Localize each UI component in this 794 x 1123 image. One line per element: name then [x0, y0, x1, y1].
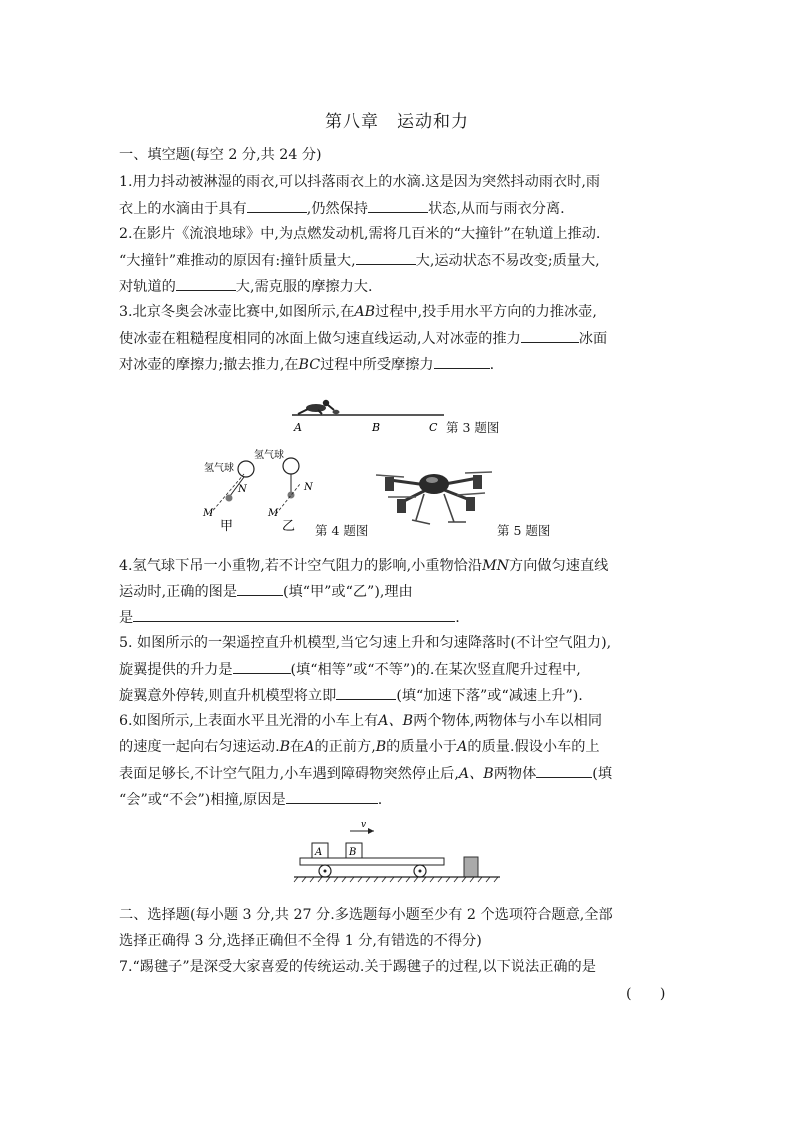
balloon-icon: [238, 461, 254, 477]
q5-line1: 5. 如图所示的一架遥控直升机模型,当它匀速上升和匀速降落时(不计空气阻力),: [119, 635, 612, 651]
answer-blank[interactable]: [536, 763, 592, 778]
cart-body: [300, 858, 444, 865]
block-a-label: A: [315, 847, 323, 858]
q4-line1: 4.氢气球下吊一小重物,若不计空气阻力的影响,小重物恰沿MN方向做匀速直线: [119, 558, 609, 574]
q1-line2: 衣上的水滴由于具有 ,仍然保持 状态,从而与雨衣分离.: [119, 198, 565, 219]
line-label-n: N: [238, 484, 247, 495]
block-b-label: B: [349, 847, 357, 858]
velocity-label: v: [361, 820, 367, 830]
q7-answer-parens[interactable]: ( ): [626, 986, 666, 1002]
q5-line3: 旋翼意外停转,则直升机模型将立即 (填“加速下落”或“减速上升”).: [119, 685, 583, 706]
balloon-diagram-jia: [202, 461, 254, 534]
answer-blank[interactable]: [176, 276, 236, 291]
q5-line2: 旋翼提供的升力是 (填“相等”或“不等”)的.在某次竖直爬升过程中,: [119, 659, 581, 680]
figure3-caption: 第 3 题图: [446, 420, 500, 435]
page-title: 第八章 运动和力: [325, 112, 469, 132]
line-label-m: M: [268, 508, 279, 519]
q3-line1: 3.北京冬奥会冰壶比赛中,如图所示,在AB过程中,投手用水平方向的力推冰壶,: [119, 304, 597, 320]
figure5-caption: 第 5 题图: [497, 523, 551, 538]
point-label-b: B: [372, 421, 381, 434]
q3-line2: 使冰壶在粗糙程度相同的冰面上做匀速直线运动,人对冰壶的推力 冰面: [119, 328, 607, 349]
q7-stem: 7.“踢毽子”是深受大家喜爱的传统运动.关于踢毽子的过程,以下说法正确的是: [119, 959, 596, 975]
line-label-m: M: [203, 508, 214, 519]
answer-blank[interactable]: [237, 581, 283, 596]
section1-heading: 一、填空题(每空 2 分,共 24 分): [119, 147, 322, 163]
section2-heading-line2: 选择正确得 3 分,选择正确但不全得 1 分,有错选的不得分): [119, 933, 482, 949]
q6-line4: “会”或“不会”)相撞,原因是 .: [119, 789, 382, 810]
balloon-icon: [283, 458, 299, 474]
q1-line1: 1.用力抖动被淋湿的雨衣,可以抖落雨衣上的水滴.这是因为突然抖动雨衣时,雨: [119, 174, 601, 190]
answer-blank[interactable]: [521, 328, 579, 343]
q6-line2: 的速度一起向右匀速运动.B在A的正前方,B的质量小于A的质量.假设小车的上: [119, 739, 600, 755]
diagram-label-yi: 乙: [282, 519, 296, 534]
balloon-diagram-yi: [254, 448, 314, 534]
q4-line3: 是 .: [119, 607, 460, 628]
answer-blank[interactable]: [356, 250, 416, 265]
answer-blank[interactable]: [233, 659, 291, 674]
balloon-label: 氢气球: [204, 463, 234, 474]
curling-figure: [288, 395, 448, 435]
obstacle-block: [464, 857, 478, 877]
curler-figure: [298, 400, 340, 414]
q6-line3: 表面足够长,不计空气阻力,小车遇到障碍物突然停止后,A、B两物体 (填: [119, 763, 612, 784]
weight-icon: [226, 495, 233, 502]
diagram-label-jia: 甲: [220, 519, 234, 534]
q2-line3: 对轨道的 大,需克服的摩擦力大.: [119, 276, 372, 297]
cart-figure: [292, 818, 504, 884]
q4-line2: 运动时,正确的图是 (填“甲”或“乙”),理由: [119, 581, 413, 602]
section2-heading-line1: 二、选择题(每小题 3 分,共 27 分.多选题每小题至少有 2 个选项符合题意,全部: [119, 907, 613, 923]
ground-hatching: [294, 877, 498, 882]
answer-blank[interactable]: [336, 685, 396, 700]
balloon-label: 氢气球: [254, 450, 284, 461]
q6-line1: 6.如图所示,上表面水平且光滑的小车上有A、B两个物体,两物体与小车以相同: [119, 713, 603, 729]
q2-line2: “大撞针”难推动的原因有:撞针质量大, 大,运动状态不易改变;质量大,: [119, 250, 600, 271]
answer-blank[interactable]: [434, 354, 490, 369]
answer-blank[interactable]: [133, 607, 455, 622]
balloon-figure: [196, 446, 320, 538]
q2-line1: 2.在影片《流浪地球》中,为点燃发动机,需将几百米的“大撞针”在轨道上推动.: [119, 226, 601, 242]
point-label-a: A: [294, 421, 302, 434]
drone-figure: [372, 456, 496, 528]
curling-stone: [333, 410, 340, 414]
line-label-n: N: [304, 482, 313, 493]
answer-blank[interactable]: [368, 198, 428, 213]
answer-blank[interactable]: [286, 789, 378, 804]
figure4-caption: 第 4 题图: [315, 523, 369, 538]
drone-icon: [376, 472, 492, 524]
answer-blank[interactable]: [247, 198, 307, 213]
q3-line3: 对冰壶的摩擦力;撤去推力,在BC过程中所受摩擦力 .: [119, 354, 494, 375]
point-label-c: C: [429, 421, 438, 434]
